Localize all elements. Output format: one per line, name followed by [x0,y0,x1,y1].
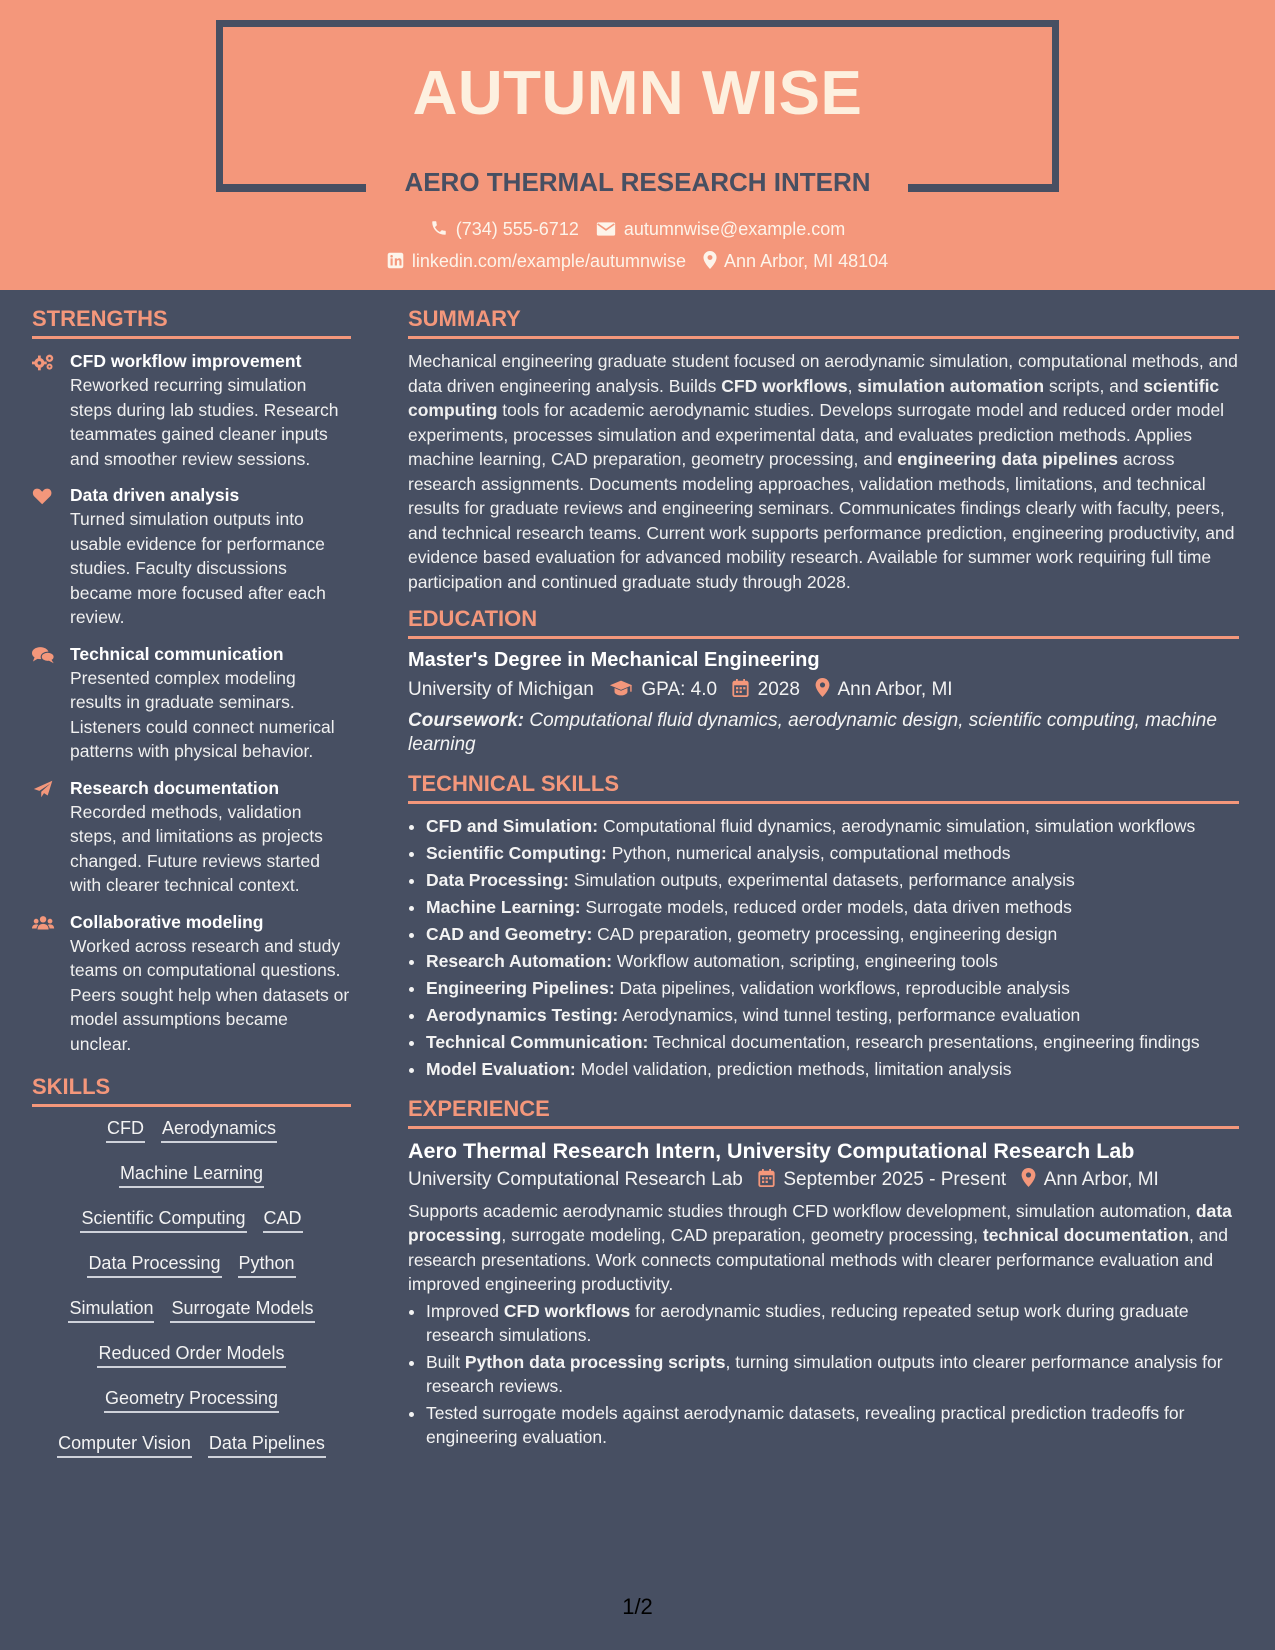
skill-tag: Machine Learning [119,1162,264,1188]
users-icon [32,913,56,933]
organization-name: University Computational Research Lab [408,1168,743,1190]
experience-bullets [408,1299,1239,1450]
calendar-icon [732,679,749,697]
coursework-text: Computational fluid dynamics, aerodynamic design, scientific computing, machine learning [408,710,1217,755]
bold-text: technical documentation [982,1225,1190,1245]
skill-tag: Data Processing [87,1252,221,1278]
strength-description: Presented complex modeling results in graduate seminars. Listeners could connect numerical patterns with physical behavior. [70,667,335,761]
skill-tag: Simulation [68,1297,154,1323]
linkedin-item[interactable] [387,251,686,272]
list-item [426,868,1239,893]
strength-item [32,776,351,898]
bold-text: data processing [408,1200,1232,1245]
location-item [703,251,888,272]
text-run: tools for academic aerodynamic studies. Develops surrogate model and reduced order model experiments, processes simulation and experimental data, and evaluates prediction methods. Applies machine learning, CAD preparation, geometry processing, and [408,400,1225,469]
skill-text: Aerodynamics, wind tunnel testing, performance evaluation [618,1005,1081,1025]
map-marker-icon [1021,1168,1036,1187]
right-column [408,290,1239,1452]
text-run: Supports academic aerodynamic studies through CFD workflow development, simulation automation, [408,1200,1196,1221]
skill-label: Model Evaluation: [426,1059,576,1079]
phone-text: (734) 555-6712 [455,219,579,239]
frame-border [216,20,1059,27]
strength-description: Recorded methods, validation steps, and limitations as projects changed. Future reviews started with clearer technical context. [70,801,323,895]
skill-text: Technical documentation, research presentations, engineering findings [648,1032,1200,1052]
list-item [426,814,1239,839]
gears-icon [32,352,56,372]
skill-tag: Scientific Computing [80,1207,246,1233]
strength-description: Reworked recurring simulation steps during lab studies. Research teammates gained cleaner inputs and smoother review sessions. [70,375,339,469]
dates-text: September 2025 - Present [783,1168,1007,1190]
skill-text: Model validation, prediction methods, limitation analysis [575,1059,1012,1079]
skill-text: Surrogate models, reduced order models, data driven methods [580,897,1072,917]
skill-tag: Aerodynamics [161,1117,277,1143]
skill-tag: Data Pipelines [208,1432,326,1458]
text-run: , surrogate modeling, CAD preparation, geometry processing, [501,1225,983,1245]
text-run: scripts, and [1044,375,1144,396]
skill-tag: Reduced Order Models [97,1342,285,1368]
skill-tag: Geometry Processing [104,1387,279,1413]
exp-location-item [1021,1168,1158,1191]
year-text: 2028 [757,679,800,700]
skill-label: CFD and Simulation: [426,816,599,836]
email-text: autumnwise@example.com [623,219,846,239]
left-column [32,290,351,1477]
list-item [426,949,1239,974]
bold-text: simulation automation [857,375,1045,396]
list-item [426,1401,1239,1450]
skill-label: Aerodynamics Testing: [426,1005,619,1025]
experience-heading: EXPERIENCE [408,1096,1239,1129]
skill-tag: Python [238,1252,296,1278]
summary-text [408,349,1239,594]
technical-skills-heading: TECHNICAL SKILLS [408,771,1239,804]
skill-text: Simulation outputs, experimental datasets, performance analysis [568,870,1075,890]
skill-label: Scientific Computing: [426,843,607,863]
school-name: University of Michigan [408,679,594,700]
edu-location-text: Ann Arbor, MI [837,679,953,700]
text-run: Mechanical engineering graduate student focused on aerodynamic simulation, computational methods, and data driven engineering analysis. Builds [408,351,1238,396]
skills-tags [32,1117,351,1460]
linkedin-text: linkedin.com/example/autumnwise [411,251,686,271]
strength-item [32,910,351,1057]
bold-text: CFD workflows [503,1300,631,1321]
exp-location-text: Ann Arbor, MI [1043,1168,1159,1190]
list-item [426,841,1239,866]
strength-title: Technical communication [70,643,284,664]
bold-text: engineering data pipelines [897,449,1119,469]
envelope-icon [596,221,616,237]
list-item [426,895,1239,920]
list-item [426,976,1239,1001]
graduation-cap-icon [609,679,633,697]
strength-title: Research documentation [70,777,280,798]
text-run: , turning simulation outputs into clearer performance analysis for research reviews. [426,1351,1223,1396]
strength-title: Data driven analysis [70,485,240,505]
skill-tag: Computer Vision [57,1432,192,1458]
education-heading: EDUCATION [408,606,1239,639]
skill-label: CAD and Geometry: [426,924,593,944]
text-run: for aerodynamic studies, reducing repeated setup work during graduate research simulations. [426,1300,1189,1345]
contact-line-1 [0,219,1275,240]
strength-item [32,642,351,764]
map-marker-icon [703,251,717,269]
linkedin-icon [387,252,404,269]
skill-text: Workflow automation, scripting, engineering tools [612,951,998,971]
heart-icon [32,486,56,506]
candidate-name: AUTUMN WISE [412,59,863,128]
text-run: Tested surrogate models against aerodynamic datasets, revealing practical prediction tradeoffs for engineering evaluation. [426,1402,1185,1447]
text-run: Improved [426,1300,504,1321]
list-item [426,1057,1239,1082]
dates-item [758,1169,1006,1191]
calendar-icon [758,1169,775,1187]
skill-text: Data pipelines, validation workflows, reproducible analysis [614,978,1070,998]
phone-item[interactable] [430,219,579,240]
experience-description [408,1199,1239,1297]
bold-text: scientific computing [408,375,1220,420]
education-meta [408,678,1239,701]
summary-heading: SUMMARY [408,306,1239,339]
list-item [426,1299,1239,1348]
skill-label: Data Processing: [426,870,569,890]
list-item [426,1350,1239,1399]
map-marker-icon [815,678,830,697]
strength-description: Worked across research and study teams on computational questions. Peers sought help when datasets or model assumptions became unclear. [70,935,350,1054]
strength-description: Turned simulation outputs into usable evidence for performance studies. Faculty discussions became more focused after each review. [70,509,326,627]
strength-title: Collaborative modeling [70,911,264,932]
skill-text: CAD preparation, geometry processing, engineering design [592,924,1058,944]
page-number: 1/2 [622,1594,653,1619]
skill-label: Technical Communication: [426,1032,649,1052]
strengths-heading: STRENGTHS [32,306,351,339]
text-run: across research assignments. Documents modeling approaches, validation methods, limitations, and technical results for graduate reviews and engineering seminars. Communicates findings clearly with faculty, peers, and technical research teams. Current work supports performance prediction, engineering productivity, and evidence based evaluation for advanced mobility research. Available for summer work requiring full time participation and continued graduate study through 2028. [408,449,1235,592]
contact-line-2 [0,251,1275,272]
text-run: , [847,375,858,396]
list-item [426,922,1239,947]
gpa-item [609,679,717,701]
skills-heading: SKILLS [32,1074,351,1107]
header-banner [0,0,1275,290]
technical-skills-list [408,814,1239,1082]
skill-label: Research Automation: [426,951,613,971]
coursework [408,709,1239,757]
bold-text: Python data processing scripts [464,1351,726,1372]
strength-item [32,483,351,630]
experience-title: Aero Thermal Research Intern, University Computational Research Lab [408,1138,1135,1163]
degree-title: Master's Degree in Mechanical Engineering [408,649,820,671]
skill-label: Machine Learning: [426,897,581,917]
email-item[interactable] [596,219,845,240]
skill-tag: Surrogate Models [170,1297,314,1323]
experience-meta [408,1168,1239,1191]
gpa-text: GPA: 4.0 [641,679,718,700]
text-run: , and research presentations. Work connects computational methods with clearer performance evaluation and improved engineering productivity. [408,1225,1228,1294]
skill-text: Python, numerical analysis, computational methods [606,843,1011,863]
paper-plane-icon [32,779,56,799]
comments-icon [32,645,56,665]
bold-text: CFD workflows [721,375,848,396]
phone-icon [430,219,448,237]
edu-location-item [815,678,952,701]
location-text: Ann Arbor, MI 48104 [724,251,889,271]
job-title: AERO THERMAL RESEARCH INTERN [404,167,871,197]
coursework-label: Coursework: [408,710,525,731]
skill-tag: CAD [263,1207,303,1233]
skill-tag: CFD [106,1117,145,1143]
skill-label: Engineering Pipelines: [426,978,615,998]
strength-item [32,349,351,471]
text-run: Built [426,1351,465,1372]
skill-text: Computational fluid dynamics, aerodynamic simulation, simulation workflows [598,816,1196,836]
list-item [426,1030,1239,1055]
list-item [426,1003,1239,1028]
year-item [732,679,800,701]
strength-title: CFD workflow improvement [70,351,302,371]
